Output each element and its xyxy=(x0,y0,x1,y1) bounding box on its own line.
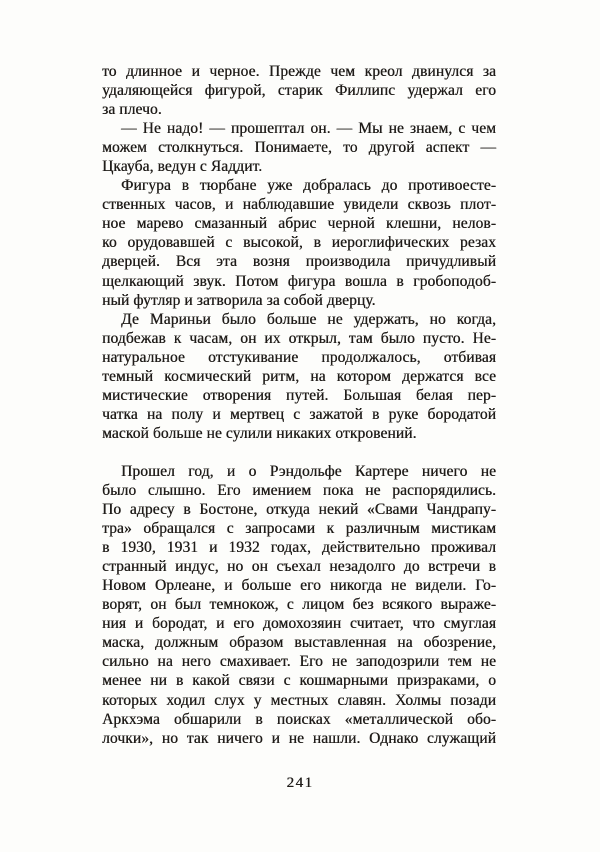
text-line: темный космический ритм, на котором держатся все xyxy=(102,367,496,385)
text-line: странный индус, но он съехал незадолго до встречи в xyxy=(102,558,496,576)
text-line: Прошел год, и о Рэндольфе Картере ничего не xyxy=(121,462,496,480)
text-line: подбежав к часам, он их открыл, там было пусто. Не- xyxy=(102,329,496,347)
text-line: было слышно. Его имением пока не распорядились. xyxy=(102,481,496,499)
text-line: ственных часов, и наблюдавшие увидели сквозь плот- xyxy=(102,196,496,214)
text-line: менее ни в какой связи с кошмарными призраками, о xyxy=(102,672,496,690)
text-line: ворят, он был темнокож, с лицом без всякого выраже- xyxy=(102,596,496,614)
text-line: натуральное отстукивание продолжалось, отбивая xyxy=(102,348,496,366)
text-line: за плечо. xyxy=(102,101,162,119)
text-line: в 1930, 1931 и 1932 годах, действительно проживал xyxy=(102,539,496,557)
text-line: По адресу в Бостоне, откуда некий «Свами Чандрапу- xyxy=(102,501,496,519)
text-line: тра» обращался с запросами к различным мистикам xyxy=(102,520,496,538)
text-line: маской больше не сулили никаких откровений. xyxy=(102,424,417,442)
text-line: Новом Орлеане, и больше его никогда не видели. Го- xyxy=(102,577,496,595)
paragraph xyxy=(102,62,496,119)
text-line: Фигура в тюрбане уже добралась до противоесте- xyxy=(121,177,496,195)
text-line: которых ходил слух у местных славян. Холмы позади xyxy=(102,691,496,709)
text-line: ния и бородат, и его домохозяин считает, что смуглая xyxy=(102,615,496,633)
text-line: щелкающий звук. Потом фигура вошла в гробоподоб- xyxy=(102,272,496,290)
text-block xyxy=(102,62,496,748)
text-line: ное марево смазанный абрис черной клешни, нелов- xyxy=(102,215,496,233)
text-line: ко орудовавшей с высокой, в иероглифических резах xyxy=(102,234,496,252)
text-line: Цкауба, ведун с Яаддит. xyxy=(102,158,263,176)
paragraph xyxy=(102,310,496,443)
text-line: Аркхэма обшарили в поисках «металлической обо- xyxy=(102,710,496,728)
paragraph xyxy=(102,176,496,309)
paragraph xyxy=(102,462,496,748)
text-line: можем столкнуться. Понимаете, то другой аспект — xyxy=(102,139,496,157)
page-number: 241 xyxy=(286,775,314,791)
text-line: мистические отворения путей. Большая белая пер- xyxy=(102,386,496,404)
text-line: ный футляр и затворила за собой дверцу. xyxy=(102,291,376,309)
text-line: то длинное и черное. Прежде чем креол двинулся за xyxy=(102,63,496,80)
text-line: сильно на него смахивает. Его не заподозрили тем не xyxy=(102,653,496,671)
paragraph xyxy=(102,119,496,176)
text-line: дверцей. Вся эта возня производила причудливый xyxy=(102,253,496,271)
text-line: — Не надо! — прошептал он. — Мы не знаем, с чем xyxy=(121,120,496,138)
text-line: лочки», но так ничего и не нашли. Однако служащий xyxy=(102,729,496,747)
text-line: Де Мариньи было больше не удержать, но когда, xyxy=(121,310,496,328)
text-line: маска, должным образом выставленная на обозрение, xyxy=(102,634,496,652)
text-line: чатка на полу и мертвец с зажатой в руке бородатой xyxy=(102,405,496,423)
text-line: удаляющейся фигурой, старик Филлипс удержал его xyxy=(102,82,496,100)
